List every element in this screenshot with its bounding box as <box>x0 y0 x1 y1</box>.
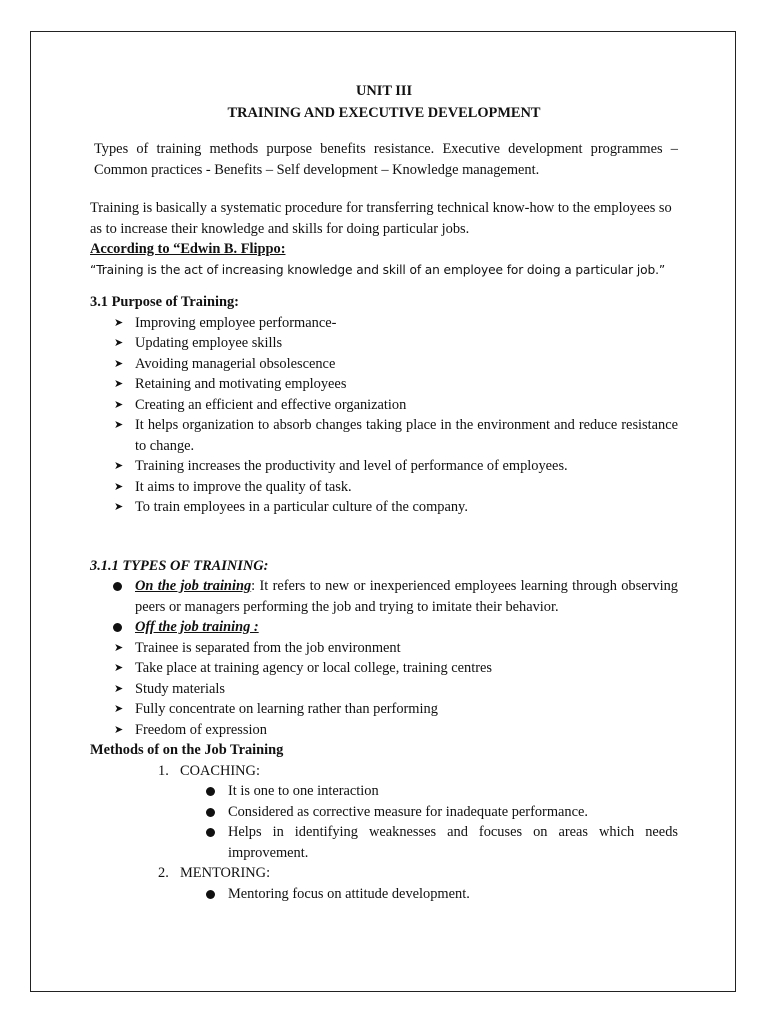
off-job-list <box>90 638 678 741</box>
circle-bullet-icon <box>206 808 215 817</box>
list-item: ➤ Retaining and motivating employees <box>135 374 678 395</box>
intro-paragraph: Types of training methods purpose benefits resistance. Executive development programmes – Common practices - Benefits – Self development – Knowledge management. <box>94 141 678 178</box>
list-item: ➤ Training increases the productivity and level of performance of employees. <box>135 456 678 477</box>
arrow-bullet-icon: ➤ <box>114 723 124 736</box>
arrow-bullet-icon: ➤ <box>114 316 124 329</box>
arrow-bullet-icon: ➤ <box>114 419 124 431</box>
arrow-bullet-icon: ➤ <box>114 662 124 674</box>
method-item-mentoring: 2. MENTORING: Mentoring focus on attitude development. <box>180 863 678 904</box>
arrow-bullet-icon: ➤ <box>114 357 124 370</box>
types-heading: 3.1.1 TYPES OF TRAINING: <box>90 557 269 574</box>
list-item: ➤ Creating an efficient and effective organization <box>135 395 678 416</box>
arrow-bullet-icon: ➤ <box>114 682 124 695</box>
list-item: ➤ Updating employee skills <box>135 333 678 354</box>
arrow-bullet-icon: ➤ <box>114 703 124 715</box>
arrow-bullet-icon: ➤ <box>114 501 124 513</box>
unit-heading: UNIT III <box>355 83 413 99</box>
method-title: COACHING: <box>180 762 260 779</box>
on-job-text: : It refers to new or inexperienced employees learning through observing peers or managers performing the job and trying to imitate their behavior. <box>135 578 678 615</box>
purpose-list <box>90 313 678 518</box>
method-item-coaching: 1. COACHING: It is one to one interaction Considered as corrective measure for inadequate performance. Helps in identifying weaknesses and focuses on areas which needs improvement. <box>180 761 678 864</box>
flippo-quote: “Training is the act of increasing knowledge and skill of an employee for doing a particular job.” <box>90 262 666 277</box>
method-title: MENTORING: <box>180 865 271 881</box>
on-job-label: On the job training <box>135 578 252 594</box>
according-to-heading: According to “Edwin B. Flippo: <box>90 241 286 257</box>
list-item: ➤ Trainee is separated from the job environment <box>135 638 678 659</box>
list-item: ➤ Study materials <box>135 679 678 700</box>
list-item: Considered as corrective measure for inadequate performance. <box>228 802 678 823</box>
list-item: Mentoring focus on attitude development. <box>228 884 678 905</box>
arrow-bullet-icon: ➤ <box>114 460 124 472</box>
circle-bullet-icon <box>206 828 215 837</box>
arrow-bullet-icon: ➤ <box>114 378 124 390</box>
arrow-bullet-icon: ➤ <box>114 337 124 349</box>
document-page <box>90 80 678 904</box>
list-item: ➤ Take place at training agency or local college, training centres <box>135 658 678 679</box>
arrow-bullet-icon: ➤ <box>114 480 124 493</box>
list-item: Helps in identifying weaknesses and focuses on areas which needs improvement. <box>228 822 678 863</box>
mentoring-points <box>180 884 678 905</box>
list-item <box>135 576 678 617</box>
page-title: TRAINING AND EXECUTIVE DEVELOPMENT <box>227 105 541 121</box>
methods-heading: Methods of on the Job Training <box>90 742 284 758</box>
list-item: ➤ Improving employee performance- <box>135 313 678 334</box>
list-item <box>135 617 678 638</box>
list-item: ➤ Avoiding managerial obsolescence <box>135 354 678 375</box>
circle-bullet-icon <box>113 623 122 632</box>
list-item: ➤ It aims to improve the quality of task. <box>135 477 678 498</box>
list-item: ➤ Fully concentrate on learning rather than performing <box>135 699 678 720</box>
off-job-label: Off the job training : <box>135 619 259 635</box>
list-item: ➤ It helps organization to absorb changes taking place in the environment and reduce resistance to change. <box>114 417 678 454</box>
list-item: ➤ Freedom of expression <box>135 720 678 741</box>
methods-list <box>90 761 678 905</box>
on-job-list <box>90 576 678 638</box>
list-item: ➤ To train employees in a particular culture of the company. <box>135 497 678 518</box>
definition-paragraph: Training is basically a systematic procedure for transferring technical know-how to the employees so as to increase their knowledge and skills for doing particular jobs. <box>90 200 672 237</box>
circle-bullet-icon <box>206 787 215 796</box>
circle-bullet-icon <box>113 582 122 591</box>
arrow-bullet-icon: ➤ <box>114 641 124 654</box>
coaching-points <box>180 781 678 863</box>
arrow-bullet-icon: ➤ <box>114 398 124 411</box>
list-item: It is one to one interaction <box>228 781 678 802</box>
purpose-heading: 3.1 Purpose of Training: <box>90 294 239 310</box>
circle-bullet-icon <box>206 890 215 899</box>
